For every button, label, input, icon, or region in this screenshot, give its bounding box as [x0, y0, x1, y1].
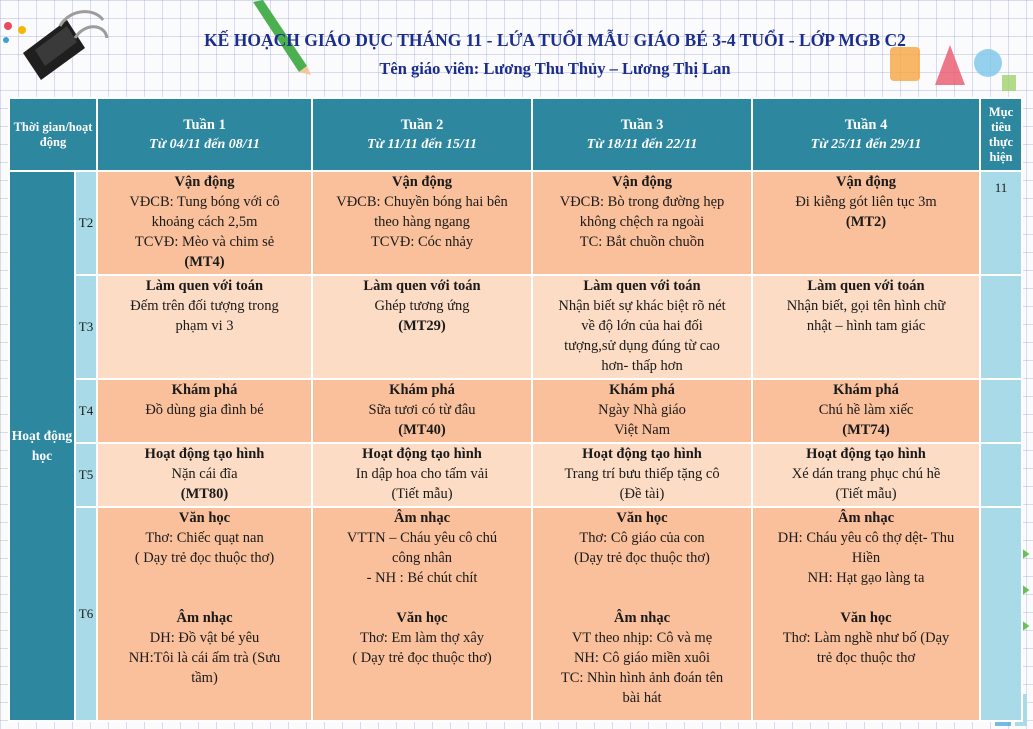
- week-3-header: [533, 99, 751, 170]
- cell-heading: Âm nhạc: [614, 610, 671, 626]
- cell-line: TCVĐ: Mèo và chim sẻ: [134, 234, 275, 250]
- cell-t6-week1: [98, 508, 311, 720]
- cell-line: Thơ: Em làm thợ xây: [359, 630, 485, 646]
- cell-line: Chú hề làm xiếc: [818, 402, 914, 418]
- cell-heading: Làm quen với toán: [363, 278, 481, 294]
- cell-line: Thơ: Làm nghề như bố (Dạy: [782, 630, 950, 646]
- cell-line: VTTN – Cháu yêu cô chú: [346, 530, 498, 546]
- cell-heading: Hoạt động tạo hình: [144, 446, 265, 462]
- cell-line: Hiền: [851, 550, 881, 566]
- cell-t5-week2: [313, 444, 531, 506]
- cell-t6-week4: [753, 508, 979, 720]
- cell-line: Nhận biết, gọi tên hình chữ: [786, 298, 946, 314]
- cell-line: Nhận biết sự khác biệt rõ nét: [558, 298, 726, 314]
- lesson-plan-table: [8, 97, 1023, 722]
- cell-line: Thơ: Chiếc quạt nan: [145, 530, 264, 546]
- cell-heading: Hoạt động tạo hình: [806, 446, 926, 462]
- cell-line: không chệch ra ngoài: [579, 214, 705, 230]
- time-activity-header: Thời gian/hoạt động: [10, 99, 96, 170]
- cell-line: In dập hoa cho tấm vải: [355, 466, 489, 482]
- day-label-t2: T2: [76, 172, 96, 274]
- cell-t4-week3: [533, 380, 751, 442]
- cell-t3-week2: [313, 276, 531, 378]
- objective-t2: 11: [981, 172, 1021, 274]
- cell-t5-week4: [753, 444, 979, 506]
- cell-heading: Vận động: [174, 174, 235, 190]
- cell-t4-week4: [753, 380, 979, 442]
- cell-line: Trang trí bưu thiếp tặng cô: [564, 466, 720, 482]
- cell-t2-week4: [753, 172, 979, 274]
- cell-line: - NH : Bé chút chít: [366, 570, 478, 586]
- cell-line: Ngày Nhà giáo: [598, 402, 686, 418]
- cell-line: Ghép tương ứng: [374, 298, 470, 314]
- cell-heading: Vận động: [835, 174, 897, 190]
- cell-line: về độ lớn của hai đối: [581, 318, 703, 334]
- week-2-name: Tuần 2: [400, 116, 444, 133]
- objective-code: (MT40): [398, 422, 446, 438]
- cell-t6-week3: [533, 508, 751, 720]
- cell-t4-week1: [98, 380, 311, 442]
- cell-line: (Tiết mẫu): [391, 486, 453, 502]
- cell-heading: Âm nhạc: [176, 610, 233, 626]
- cell-heading: Văn học: [178, 510, 231, 526]
- week-3-range: Từ 18/11 đến 22/11: [586, 136, 698, 152]
- cell-heading: Hoạt động tạo hình: [582, 446, 702, 462]
- cell-line: công nhân: [392, 550, 453, 566]
- objective-t6: [981, 508, 1021, 720]
- cell-line: Thơ: Cô giáo của con: [579, 530, 705, 546]
- cell-heading: Làm quen với toán: [583, 278, 701, 294]
- cell-line: nhật – hình tam giác: [806, 318, 926, 334]
- week-2-header: [313, 99, 531, 170]
- objective-header: Mục tiêu thực hiện: [981, 99, 1021, 170]
- cell-heading: Vận động: [391, 174, 453, 190]
- cell-t2-week1: [98, 172, 311, 274]
- objective-code: (MT74): [842, 422, 890, 438]
- teacher-names: Tên giáo viên: Lương Thu Thủy – Lương Thị Lan: [379, 59, 731, 78]
- cell-heading: Văn học: [616, 510, 668, 526]
- objective-t5: [981, 444, 1021, 506]
- cell-line: (Tiết mẫu): [835, 486, 897, 502]
- cell-line: NH:Tôi là cái ấm trà (Sưu: [128, 650, 281, 666]
- cell-t3-week4: [753, 276, 979, 378]
- cell-line: TCVĐ: Cóc nhảy: [370, 234, 474, 250]
- cell-line: tượng,sử dụng đúng từ cao: [564, 338, 720, 354]
- cell-line: phạm vi 3: [175, 318, 234, 334]
- cell-line: VT theo nhịp: Cô và mẹ: [571, 630, 713, 646]
- cell-t3-week3: [533, 276, 751, 378]
- week-1-range: Từ 04/11 đến 08/11: [149, 136, 260, 152]
- cell-line: tầm): [191, 670, 218, 686]
- cell-heading: Khám phá: [171, 382, 238, 398]
- cell-line: Đi kiễng gót liên tục 3m: [795, 194, 937, 210]
- cell-line: (Đề tài): [619, 486, 665, 502]
- cell-line: VĐCB: Tung bóng với cô: [129, 194, 280, 210]
- week-1-name: Tuần 1: [183, 116, 226, 133]
- cell-line: bài hát: [622, 690, 662, 706]
- cell-t4-week2: [313, 380, 531, 442]
- week-1-header: [98, 99, 311, 170]
- cell-heading: Vận động: [611, 174, 673, 190]
- cell-heading: Khám phá: [833, 382, 899, 398]
- cell-line: hơn- thấp hơn: [601, 358, 683, 374]
- objective-code: (MT2): [845, 214, 887, 230]
- objective-code: (MT29): [398, 318, 446, 334]
- objective-code: (MT80): [180, 486, 229, 502]
- cell-line: ( Dạy trẻ đọc thuộc thơ): [352, 650, 492, 666]
- week-4-header: [753, 99, 979, 170]
- cell-heading: Âm nhạc: [394, 510, 451, 526]
- cell-line: DH: Cháu yêu cô thợ dệt- Thu: [777, 530, 955, 546]
- cell-line: khoảng cách 2,5m: [151, 214, 258, 230]
- day-label-t4: T4: [76, 380, 96, 442]
- cell-line: (Dạy trẻ đọc thuộc thơ): [574, 550, 710, 566]
- objective-code: (MT4): [184, 254, 225, 270]
- day-label-t6: T6: [76, 508, 96, 720]
- cell-t5-week3: [533, 444, 751, 506]
- week-4-name: Tuần 4: [844, 116, 888, 133]
- cell-line: theo hàng ngang: [374, 214, 470, 230]
- week-2-range: Từ 11/11 đến 15/11: [367, 136, 477, 152]
- cell-t3-week1: [98, 276, 311, 378]
- cell-line: VĐCB: Bò trong đường hẹp: [559, 194, 725, 210]
- cell-line: NH: Cô giáo miền xuôi: [573, 650, 711, 666]
- cell-heading: Văn học: [396, 610, 448, 626]
- cell-t2-week3: [533, 172, 751, 274]
- cell-heading: Âm nhạc: [838, 510, 895, 526]
- cell-line: NH: Hạt gạo làng ta: [807, 570, 925, 586]
- day-label-t5: T5: [76, 444, 96, 506]
- page-title: KẾ HOẠCH GIÁO DỤC THÁNG 11 - LỨA TUỔI MẪU GIÁO BÉ 3-4 TUỔI - LỚP MGB C2: [204, 30, 906, 50]
- cell-line: Sữa tươi có từ đâu: [368, 402, 476, 418]
- activity-label: Hoạt động học: [10, 172, 74, 720]
- cell-line: Xé dán trang phục chú hề: [791, 466, 941, 482]
- cell-heading: Làm quen với toán: [807, 278, 925, 294]
- cell-heading: Khám phá: [389, 382, 455, 398]
- cell-line: Nặn cái đĩa: [171, 466, 238, 482]
- cell-heading: Văn học: [840, 610, 892, 626]
- cell-line: VĐCB: Chuyền bóng hai bên: [336, 194, 508, 210]
- cell-line: Đếm trên đối tượng trong: [130, 298, 279, 314]
- cell-line: Đồ dùng gia đình bé: [145, 402, 264, 418]
- cell-heading: Hoạt động tạo hình: [362, 446, 482, 462]
- objective-t3: [981, 276, 1021, 378]
- cell-line: trẻ đọc thuộc thơ: [816, 650, 916, 666]
- cell-t6-week2: [313, 508, 531, 720]
- week-4-range: Từ 25/11 đến 29/11: [810, 136, 922, 152]
- cell-line: Việt Nam: [614, 422, 670, 438]
- cell-t5-week1: [98, 444, 311, 506]
- cell-t2-week2: [313, 172, 531, 274]
- day-label-t3: T3: [76, 276, 96, 378]
- objective-t4: [981, 380, 1021, 442]
- cell-line: TC: Bắt chuồn chuồn: [579, 234, 705, 250]
- week-3-name: Tuần 3: [620, 116, 664, 133]
- cell-heading: Làm quen với toán: [145, 278, 264, 294]
- cell-line: DH: Đồ vật bé yêu: [149, 630, 260, 646]
- cell-line: ( Dạy trẻ đọc thuộc thơ): [134, 550, 275, 566]
- cell-line: TC: Nhìn hình ảnh đoán tên: [560, 670, 724, 686]
- cell-heading: Khám phá: [609, 382, 675, 398]
